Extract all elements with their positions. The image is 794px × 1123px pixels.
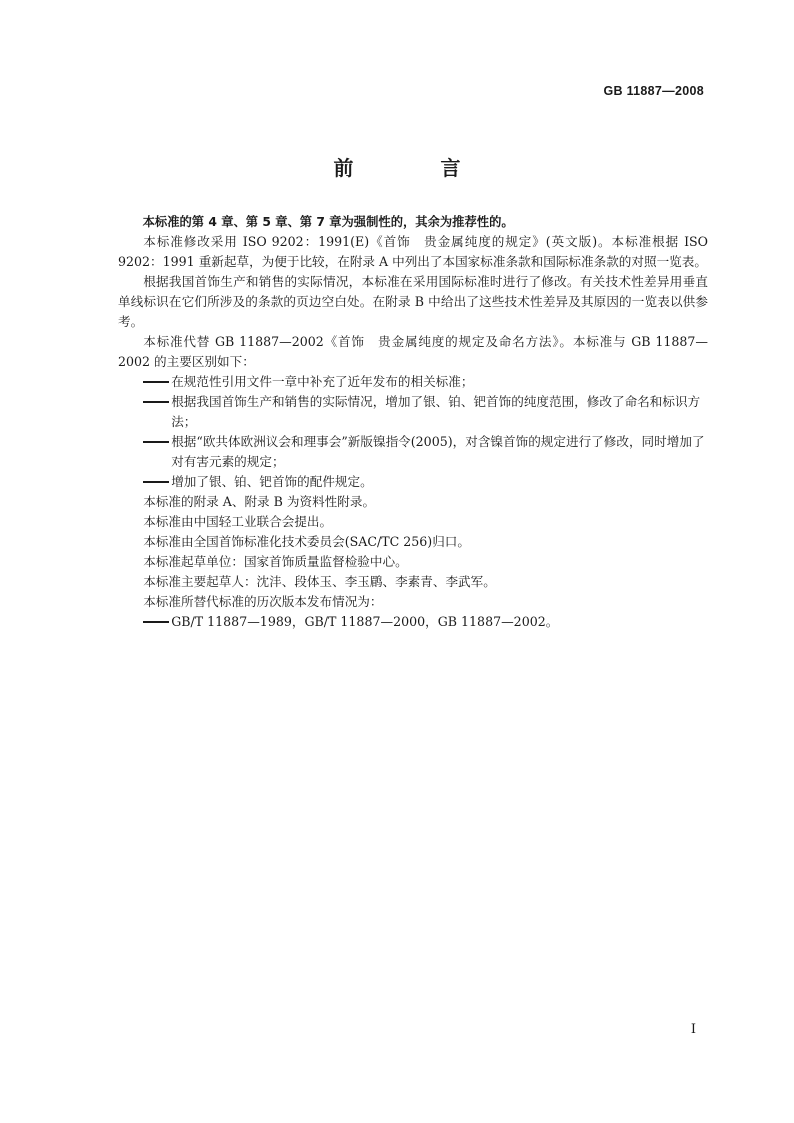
history-text: GB/T 11887—1989，GB/T 11887—2000，GB 11887—2002。 xyxy=(171,614,559,629)
modification-paragraph: 根据我国首饰生产和销售的实际情况，本标准在采用国际标准时进行了修改。有关技术性差异用垂直单线标识在它们所涉及的条款的页边空白处。在附录 B 中给出了这些技术性差异及其原因的一览表以供参考。 xyxy=(118,274,708,329)
dash-mark xyxy=(143,372,171,392)
proposed-by-statement: 本标准由中国轻工业联合会提出。 xyxy=(143,514,333,529)
replacement-paragraph: 本标准代替 GB 11887—2002《首饰 贵金属纯度的规定及命名方法》。本标准与 GB 11887—2002 的主要区别如下： xyxy=(118,334,708,369)
dash-mark xyxy=(143,472,171,492)
mandatory-statement: 本标准的第 4 章、第 5 章、第 7 章为强制性的，其余为推荐性的。 xyxy=(142,215,514,229)
drafting-unit-statement: 本标准起草单位：国家首饰质量监督检验中心。 xyxy=(143,554,408,569)
difference-text: 增加了银、铂、钯首饰的配件规定。 xyxy=(171,474,373,489)
difference-item xyxy=(118,392,708,432)
difference-item xyxy=(118,432,708,472)
dash-mark xyxy=(143,432,171,452)
history-item xyxy=(118,612,708,632)
annex-statement: 本标准的附录 A、附录 B 为资料性附录。 xyxy=(143,494,376,509)
dash-mark xyxy=(143,392,171,412)
standard-number: GB 11887—2008 xyxy=(603,84,704,98)
difference-item xyxy=(118,472,708,492)
difference-text: 根据我国首饰生产和销售的实际情况，增加了银、铂、钯首饰的纯度范围，修改了命名和标识方法； xyxy=(171,394,701,429)
page-number: I xyxy=(690,1022,696,1037)
foreword-body xyxy=(118,212,708,632)
dash-mark xyxy=(143,612,171,632)
difference-item xyxy=(118,372,708,392)
difference-text: 在规范性引用文件一章中补充了近年发布的相关标准； xyxy=(171,374,474,389)
history-intro-statement: 本标准所替代标准的历次版本发布情况为： xyxy=(143,594,383,609)
page-title: 前 言 xyxy=(333,156,501,180)
managed-by-statement: 本标准由全国首饰标准化技术委员会(SAC/TC 256)归口。 xyxy=(143,534,470,549)
adoption-paragraph: 本标准修改采用 ISO 9202：1991(E)《首饰 贵金属纯度的规定》(英文版)。本标准根据 ISO 9202：1991 重新起草，为便于比较，在附录 A 中列出了本国家标准条款和国际标准条款的对照一览表。 xyxy=(118,234,708,269)
drafters-statement: 本标准主要起草人：沈沣、段体玉、李玉鹛、李素青、李武军。 xyxy=(143,574,496,589)
difference-text: 根据“欧共体欧洲议会和理事会”新版镍指令(2005)，对含镍首饰的规定进行了修改，同时增加了对有害元素的规定； xyxy=(171,434,705,469)
